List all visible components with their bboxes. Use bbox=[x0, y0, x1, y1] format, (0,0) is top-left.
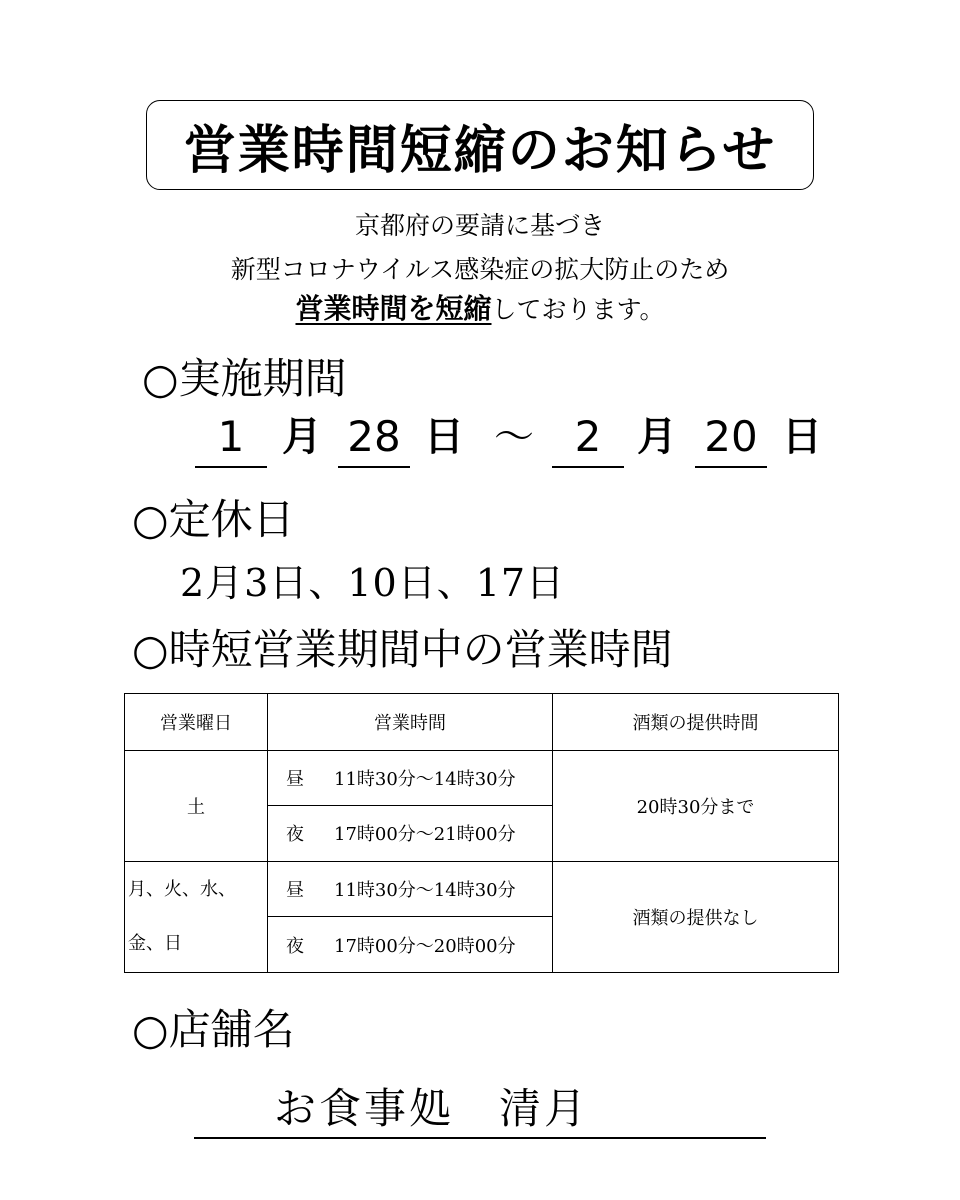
holiday-heading: ○定休日 bbox=[132, 495, 295, 544]
notice-title: 営業時間短縮のお知らせ bbox=[183, 120, 777, 181]
store-name: お食事処 清月 bbox=[274, 1084, 590, 1133]
group-1-slot-dinner bbox=[268, 806, 553, 862]
group-2-slot-dinner bbox=[268, 917, 553, 973]
header-hours: 営業時間 bbox=[268, 694, 553, 751]
header-days: 営業曜日 bbox=[125, 694, 268, 751]
slot-time: 11時30分～14時30分 bbox=[334, 880, 516, 902]
end-month: 2 bbox=[552, 408, 624, 468]
period-date-range bbox=[0, 408, 960, 472]
group-2-slot-lunch bbox=[268, 861, 553, 917]
group-2-days-line-1: 月、火、水、 bbox=[128, 878, 236, 900]
group-2-days-line-2: 金、日 bbox=[128, 932, 182, 954]
group-2-alcohol: 酒類の提供なし bbox=[553, 861, 839, 972]
end-day: 20 bbox=[695, 408, 767, 468]
start-day-unit: 日 bbox=[424, 414, 464, 460]
range-separator: ～ bbox=[494, 414, 534, 460]
group-1-slot-lunch bbox=[268, 750, 553, 806]
start-day: 28 bbox=[338, 408, 410, 468]
slot-label: 昼 bbox=[286, 768, 304, 790]
slot-label: 夜 bbox=[286, 824, 304, 846]
group-1-days: 土 bbox=[125, 750, 268, 861]
table-row bbox=[125, 861, 839, 917]
intro-line-3 bbox=[0, 287, 960, 327]
end-month-unit: 月 bbox=[637, 414, 677, 460]
slot-time: 11時30分～14時30分 bbox=[334, 768, 516, 790]
store-heading: ○店舗名 bbox=[132, 1005, 295, 1054]
header-alcohol: 酒類の提供時間 bbox=[553, 694, 839, 751]
table-row bbox=[125, 750, 839, 806]
slot-time: 17時00分～21時00分 bbox=[334, 824, 516, 846]
table-header-row bbox=[125, 694, 839, 751]
end-day-unit: 日 bbox=[782, 414, 822, 460]
group-2-days bbox=[125, 861, 268, 972]
period-heading: ○実施期間 bbox=[142, 354, 347, 403]
store-name-underline bbox=[194, 1137, 766, 1139]
intro-line-3-rest: しております。 bbox=[491, 295, 665, 324]
start-month-unit: 月 bbox=[282, 414, 322, 460]
slot-label: 昼 bbox=[286, 880, 304, 902]
slot-label: 夜 bbox=[286, 935, 304, 957]
holiday-dates: 2月3日、10日、17日 bbox=[180, 561, 566, 605]
hours-heading: ○時短営業期間中の営業時間 bbox=[132, 625, 673, 674]
slot-time: 17時00分～20時00分 bbox=[334, 935, 516, 957]
intro-emphasis: 営業時間を短縮 bbox=[295, 292, 492, 325]
title-box bbox=[146, 100, 814, 190]
intro-line-2: 新型コロナウイルス感染症の拡大防止のため bbox=[230, 255, 730, 284]
group-1-alcohol: 20時30分まで bbox=[553, 750, 839, 861]
start-month: 1 bbox=[195, 408, 267, 468]
hours-table bbox=[124, 693, 839, 973]
intro-line-1: 京都府の要請に基づき bbox=[354, 211, 605, 240]
